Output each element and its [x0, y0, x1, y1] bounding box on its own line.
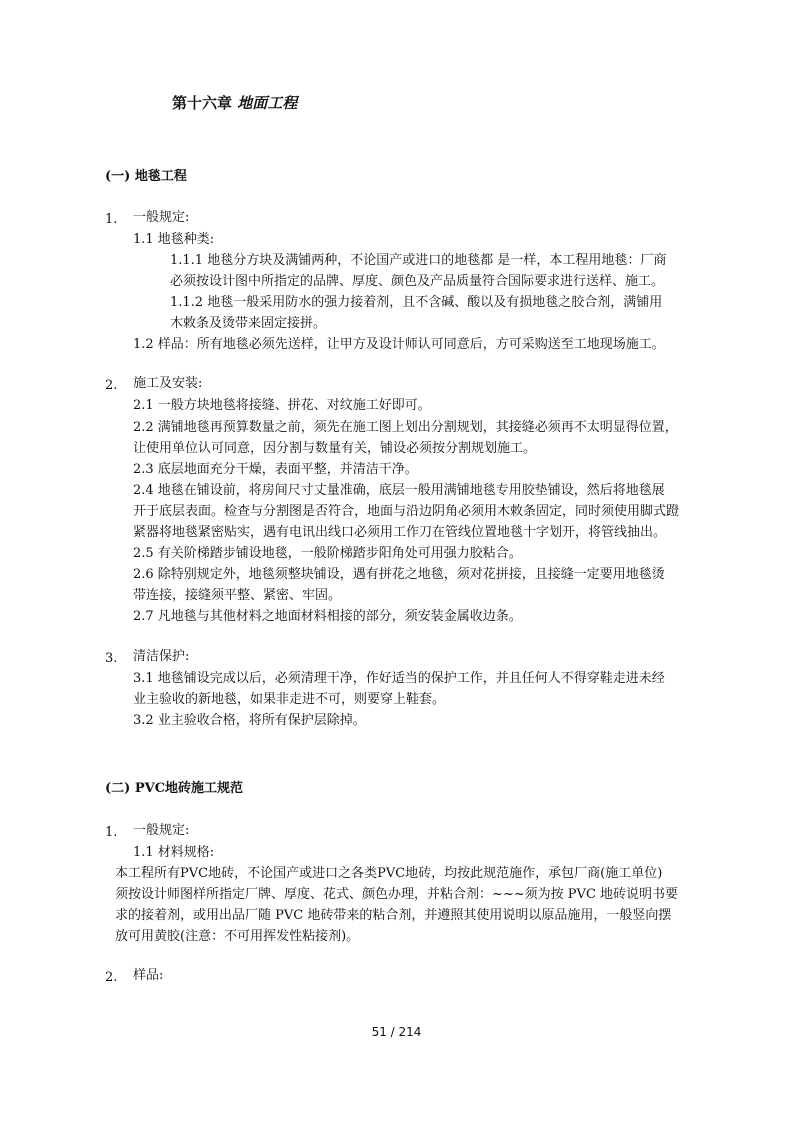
group-number: 1.	[105, 825, 118, 840]
paragraph-line: 1.1.1 地毯分方块及满铺两种，不论国产或进口的地毯都 是一样，本工程用地毯：厂商	[170, 253, 667, 268]
section-heading: (一) 地毯工程	[105, 169, 187, 184]
paragraph-line: 1.1 地毯种类:	[133, 232, 215, 247]
paragraph-line: 2.6 除特别规定外，地毯须整块铺设，遇有拼花之地毯，须对花拼接，且接缝一定要用地毯烫	[133, 567, 665, 582]
paragraph-line: 必须按设计图中所指定的品牌、厚度、颜色及产品质量符合国际要求进行送样、施工。	[170, 274, 665, 289]
paragraph-line: 2.4 地毯在铺设前，将房间尺寸丈量准确，底层一般用满铺地毯专用胶垫铺设，然后将地毯展	[133, 483, 665, 498]
paragraph-line: 业主验收的新地毯，如果非走进不可，则要穿上鞋套。	[133, 692, 446, 707]
paragraph-line: 2.7 凡地毯与其他材料之地面材料相接的部分，须安装金属收边条。	[133, 609, 522, 624]
paragraph-line: 放可用黄胶(注意：不可用挥发性粘接剂)。	[115, 929, 360, 944]
paragraph-line: 开于底层表面。检查与分割图是否符合，地面与沿边阴角必须用木敕条固定，同时须使用脚式蹬	[133, 504, 680, 519]
paragraph-line: 带连接，接缝须平整、紧密、牢固。	[133, 588, 342, 603]
chapter-title	[172, 92, 297, 113]
paragraph-line: 3.1 地毯铺设完成以后，必须清理干净，作好适当的保护工作，并且任何人不得穿鞋走进未经	[133, 671, 665, 686]
group-number: 2.	[105, 970, 118, 985]
group-number: 3.	[105, 651, 118, 666]
chapter-title-italic: 地面工程	[237, 94, 298, 112]
group-number: 1.	[105, 212, 118, 227]
paragraph-line: 3.2 业主验收合格，将所有保护层除掉。	[133, 713, 366, 728]
group-title: 一般规定:	[133, 210, 190, 225]
chapter-title-main: 第十六章	[172, 94, 238, 112]
paragraph-line: 本工程所有PVC地砖，不论国产或进口之各类PVC地砖，均按此规范施作，承包厂商(施工单位)	[115, 866, 663, 881]
paragraph-line: 1.1.2 地毯一般采用防水的强力接着剂，且不含碱、酸以及有损地毯之胶合剂，满铺用	[170, 295, 663, 310]
paragraph-line: 1.1 材料规格:	[133, 845, 215, 860]
group-title: 施工及安装:	[133, 376, 203, 391]
section-heading: (二) PVC地砖施工规范	[105, 781, 244, 796]
paragraph-line: 2.1 一般方块地毯将接缝、拼花、对纹施工好即可。	[133, 398, 431, 413]
paragraph-line: 求的接着剂，或用出品厂随 PVC 地砖带来的粘合剂，并遵照其使用说明以原品施用，一般竖向摆	[115, 908, 672, 923]
group-title: 一般规定:	[133, 823, 190, 838]
paragraph-line: 须按设计师图样所指定厂牌、厚度、花式、颜色办理，并粘合剂：~~~须为按 PVC 地砖说明书要	[115, 887, 679, 902]
group-title: 清洁保护:	[133, 649, 190, 664]
paragraph-line: 木敕条及烫带来固定接拼。	[170, 316, 327, 331]
group-number: 2.	[105, 378, 118, 393]
paragraph-line: 1.2 样品：所有地毯必须先送样，让甲方及设计师认可同意后，方可采购送至工地现场施工。	[133, 337, 665, 352]
paragraph-line: 让使用单位认可同意，因分割与数量有关，铺设必须按分割规划施工。	[133, 441, 537, 456]
paragraph-line: 2.3 底层地面充分干燥，表面平整，并清洁干净。	[133, 462, 418, 477]
page-number: 51 / 214	[371, 1025, 422, 1039]
paragraph-line: 2.5 有关阶梯踏步铺设地毯，一般阶梯踏步阳角处可用强力胶粘合。	[133, 546, 522, 561]
paragraph-line: 紧器将地毯紧密贴实，遇有电讯出线口必须用工作刀在管线位置地毯十字划开，将管线抽出。	[133, 525, 667, 540]
group-title: 样品:	[133, 968, 164, 983]
paragraph-line: 2.2 满铺地毯再预算数量之前，须先在施工图上划出分割规划，其接缝必须再不太明显得位置，	[133, 420, 678, 435]
